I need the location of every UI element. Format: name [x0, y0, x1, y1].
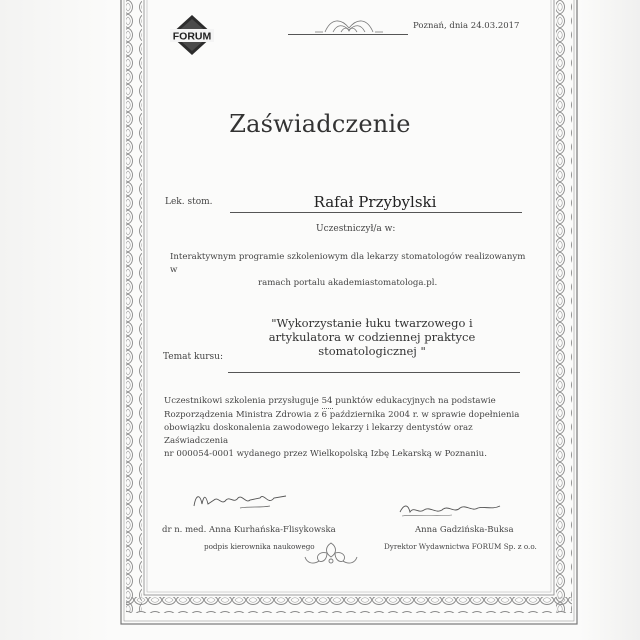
- scan-shadow-right: [580, 0, 640, 640]
- scan-shadow-left: [0, 0, 112, 640]
- name-rule: [230, 212, 522, 213]
- participation-label: Uczestniczył/a w:: [316, 224, 396, 234]
- recipient-prefix: Lek. stom.: [165, 197, 213, 207]
- points-line-1: [164, 395, 534, 409]
- left-signatory-name: dr n. med. Anna Kurhańska-Flisykowska: [162, 525, 336, 535]
- points-line-3: obowiązku doskonalenia zawodowego lekarzy i lekarzy dentystów oraz Zaświadczenia: [164, 423, 473, 446]
- logo-text: FORUM: [172, 30, 212, 43]
- program-line-1: Interaktywnym programie szkoleniowym dla lekarzy stomatologów realizowanym w: [170, 252, 526, 275]
- course-line-1: "Wykorzystanie łuku twarzowego i: [271, 316, 473, 330]
- right-signatory-name: Anna Gadzińska-Buksa: [415, 525, 514, 535]
- forum-logo: [168, 14, 216, 56]
- left-signature-scribble: [190, 486, 290, 516]
- recipient-name: Rafał Przybylski: [313, 193, 437, 211]
- points-line-1-pre: Uczestnikowi szkolenia przysługuje: [164, 396, 319, 406]
- certificate-title: Zaświadczenie: [229, 110, 411, 138]
- course-line-2: artykulatora w codziennej praktyce: [268, 330, 476, 344]
- points-line-2: Rozporządzenia Ministra Zdrowia z 6 października 2004 r. w sprawie dopełnienia: [164, 410, 520, 420]
- points-line-1-post: punktów edukacyjnych na podstawie: [335, 396, 496, 406]
- right-signature-scribble: [396, 496, 506, 522]
- course-rule: [228, 372, 520, 373]
- right-signatory-role: Dyrektor Wydawnictwa FORUM Sp. z o.o.: [384, 542, 537, 551]
- course-line-3: stomatologicznej ": [318, 344, 426, 358]
- left-signatory-role: podpis kierownika naukowego: [204, 542, 315, 551]
- header-rule: [288, 34, 408, 35]
- points-value: 54: [322, 395, 333, 409]
- program-description: [170, 251, 530, 290]
- points-line-4: nr 000054-0001 wydanego przez Wielkopolską Izbę Lekarską w Poznaniu.: [164, 449, 487, 459]
- course-title: [228, 316, 516, 358]
- points-statement: [164, 395, 534, 461]
- place-date: Poznań, dnia 24.03.2017: [413, 21, 520, 31]
- program-line-2: ramach portalu akademiastomatologa.pl.: [258, 278, 438, 288]
- course-label: Temat kursu:: [163, 352, 224, 362]
